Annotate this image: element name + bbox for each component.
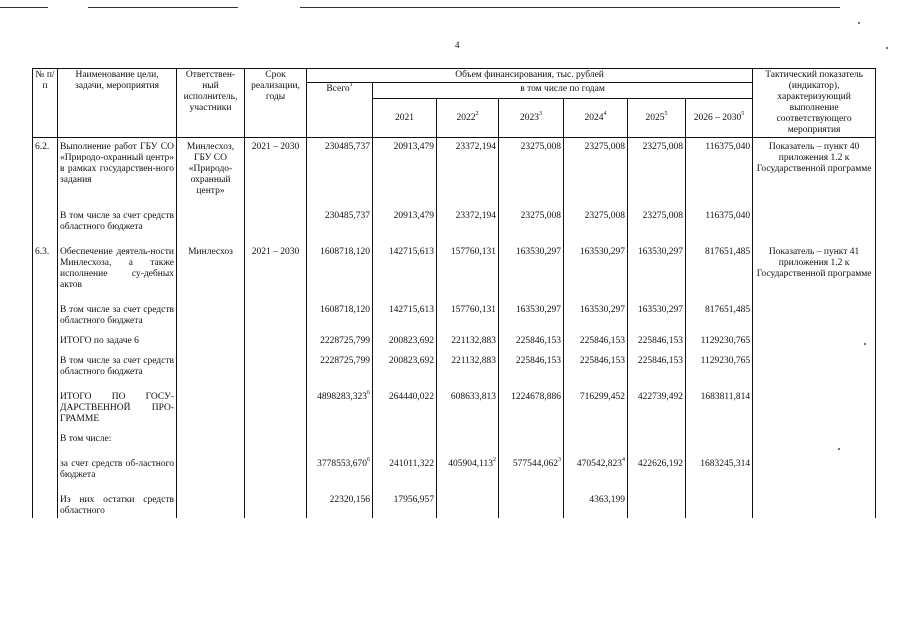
header-period: Срок реализации, годы [245, 69, 307, 138]
cell-name-text: В том числе за счет средств областного бюджета [60, 356, 174, 377]
top-rule-mid [88, 7, 238, 8]
cell-indicator-text: Показатель – пункт 40 приложения 1.2 к Государственной программе [756, 142, 872, 174]
cell-year-value [628, 348, 686, 379]
cell-year-value [437, 426, 499, 446]
cell-total [307, 379, 373, 426]
cell-year-value [686, 446, 753, 482]
cell-year-value [628, 328, 686, 348]
cell-year-value [499, 379, 564, 426]
table-row [33, 379, 876, 426]
cell-year-value-sup: 3 [558, 457, 561, 463]
header-year [686, 99, 753, 138]
header-year-label: 2023 [520, 112, 539, 123]
header-year-sup: 2 [475, 110, 479, 117]
cell-year-value-text: 20913,479 [393, 142, 434, 152]
cell-period [245, 348, 307, 379]
cell-total [307, 482, 373, 518]
cell-period [245, 234, 307, 292]
cell-year-value-text: 20913,479 [393, 211, 434, 221]
cell-indicator [753, 426, 876, 446]
cell-year-value [437, 292, 499, 328]
top-rule-left [0, 7, 48, 8]
cell-total-text: 230485,737 [324, 211, 370, 221]
cell-year-value-text: 221132,883 [451, 336, 496, 346]
cell-year-value-text: 241011,322 [389, 459, 434, 469]
header-year-label: 2026 – 2030 [693, 112, 742, 123]
table-row [33, 292, 876, 328]
cell-year-value [437, 328, 499, 348]
cell-year-value-text: 163530,297 [515, 305, 561, 315]
cell-year-value-text: 142715,613 [388, 247, 434, 257]
cell-year-value [564, 426, 628, 446]
cell-responsible [177, 426, 245, 446]
scan-speck [858, 22, 860, 24]
cell-responsible [177, 328, 245, 348]
cell-total [307, 292, 373, 328]
cell-num [33, 446, 58, 482]
cell-name [58, 234, 177, 292]
cell-year-value-text: 225846,153 [579, 336, 625, 346]
header-name: Наименование цели, задачи, мероприятия [58, 69, 177, 138]
cell-year-value [686, 292, 753, 328]
cell-indicator-text: Показатель – пункт 41 приложения 1.2 к Государственной программе [756, 247, 872, 279]
cell-name [58, 379, 177, 426]
cell-num [33, 328, 58, 348]
top-rule-right [300, 7, 840, 8]
cell-year-value [499, 234, 564, 292]
cell-year-value-text: 422626,192 [637, 459, 683, 469]
cell-period [245, 379, 307, 426]
cell-period [245, 328, 307, 348]
cell-year-value [499, 348, 564, 379]
cell-num [33, 348, 58, 379]
cell-num-text: 6.3. [35, 247, 50, 257]
cell-period [245, 138, 307, 199]
cell-year-value [499, 426, 564, 446]
cell-year-value [686, 379, 753, 426]
header-total [307, 83, 373, 138]
cell-year-value-text: 163530,297 [579, 247, 625, 257]
cell-year-value-text: 163530,297 [579, 305, 625, 315]
cell-responsible [177, 482, 245, 518]
cell-year-value-text: 116375,040 [705, 142, 751, 152]
table-row [33, 426, 876, 446]
cell-year-value-text: 4363,199 [589, 495, 625, 505]
cell-year-value-text: 225846,153 [579, 356, 625, 366]
cell-year-value-text: 225846,153 [637, 356, 683, 366]
cell-name-text: В том числе за счет средств областного бюджета [60, 305, 174, 326]
cell-num [33, 198, 58, 234]
cell-year-value-text: 470542,823 [576, 459, 622, 469]
cell-total-text: 2228725,799 [320, 356, 370, 366]
cell-year-value-text: 200823,692 [388, 336, 434, 346]
cell-year-value [499, 138, 564, 199]
header-year-sup: 3 [539, 110, 542, 117]
header-year [499, 99, 564, 138]
cell-year-value [373, 198, 437, 234]
cell-name [58, 198, 177, 234]
cell-period-text: 2021 – 2030 [251, 142, 300, 152]
cell-year-value [628, 292, 686, 328]
cell-year-value-text: 1129230,765 [700, 336, 751, 346]
cell-year-value [628, 482, 686, 518]
cell-year-value [628, 379, 686, 426]
cell-year-value-text: 23275,008 [520, 142, 561, 152]
table-row [33, 328, 876, 348]
cell-name-text: ИТОГО ПО ГОСУ-ДАРСТВЕННОЙ ПРО-ГРАММЕ [60, 392, 174, 424]
cell-responsible [177, 379, 245, 426]
cell-indicator [753, 482, 876, 518]
cell-year-value-text: 163530,297 [637, 247, 683, 257]
cell-year-value [499, 446, 564, 482]
cell-year-value [564, 138, 628, 199]
header-total-label: Всего [326, 84, 350, 94]
table-row [33, 198, 876, 234]
cell-year-value-text: 200823,692 [388, 356, 434, 366]
cell-year-value-text: 225846,153 [637, 336, 683, 346]
table-row [33, 348, 876, 379]
cell-total-text: 2228725,799 [320, 336, 370, 346]
funding-table [32, 68, 876, 518]
cell-year-value-text: 817651,485 [704, 305, 751, 315]
cell-year-value [437, 234, 499, 292]
cell-year-value [564, 292, 628, 328]
cell-year-value [686, 198, 753, 234]
cell-year-value-text: 1683245,314 [700, 459, 751, 469]
cell-num [33, 426, 58, 446]
cell-name [58, 328, 177, 348]
cell-total [307, 446, 373, 482]
cell-total [307, 198, 373, 234]
cell-name [58, 348, 177, 379]
cell-year-value-text: 422739,492 [637, 392, 683, 402]
cell-year-value [628, 426, 686, 446]
cell-year-value-text: 116375,040 [705, 211, 751, 221]
cell-num [33, 379, 58, 426]
cell-year-value [373, 138, 437, 199]
cell-indicator [753, 379, 876, 426]
cell-year-value-text: 163530,297 [637, 305, 683, 315]
cell-year-value-text: 1224678,886 [511, 392, 561, 402]
cell-year-value [437, 138, 499, 199]
cell-num-text: 6.2. [35, 142, 50, 152]
header-year [437, 99, 499, 138]
cell-responsible [177, 446, 245, 482]
cell-num [33, 234, 58, 292]
table-row [33, 482, 876, 518]
header-year-label: 2024 [584, 112, 604, 123]
cell-name-text: Выполнение работ ГБУ СО «Природо-охранный центр» в рамках государствен-ного задания [60, 142, 174, 185]
header-num: № п/п [33, 69, 58, 138]
cell-name [58, 446, 177, 482]
cell-year-value-text: 225846,153 [515, 336, 561, 346]
header-indicator: Тактический показатель (индикатор), характеризующий выполнение соответствующего мероприятия [753, 69, 876, 138]
cell-responsible-text: Минлесхоз [188, 247, 233, 257]
cell-year-value-text: 1129230,765 [700, 356, 751, 366]
header-year-sup: 4 [603, 110, 607, 117]
cell-year-value-text: 163530,297 [515, 247, 561, 257]
cell-year-value [373, 482, 437, 518]
cell-total-text: 22320,156 [329, 495, 370, 505]
cell-indicator [753, 198, 876, 234]
cell-year-value [628, 198, 686, 234]
cell-name-text: ИТОГО по задаче 6 [60, 336, 139, 346]
cell-year-value [373, 426, 437, 446]
cell-year-value [628, 446, 686, 482]
cell-year-value-sup: 2 [493, 457, 496, 463]
cell-indicator [753, 234, 876, 292]
cell-name-text: В том числе за счет средств областного бюджета [60, 211, 174, 232]
cell-responsible [177, 348, 245, 379]
cell-total [307, 348, 373, 379]
header-funding: Объем финансирования, тыс. рублей [307, 69, 753, 83]
header-year [564, 99, 628, 138]
cell-name [58, 138, 177, 199]
cell-year-value-text: 23275,008 [520, 211, 561, 221]
cell-year-value-text: 23275,008 [642, 142, 683, 152]
cell-year-value [564, 482, 628, 518]
cell-year-value [686, 426, 753, 446]
cell-year-value [373, 234, 437, 292]
cell-indicator [753, 292, 876, 328]
header-year-sup: 5 [741, 110, 745, 117]
cell-responsible [177, 138, 245, 199]
cell-year-value-text: 817651,485 [704, 247, 751, 257]
header-total-sup: 1 [349, 82, 353, 88]
cell-year-value-text: 142715,613 [388, 305, 434, 315]
cell-indicator [753, 138, 876, 199]
header-by-years: в том числе по годам [373, 83, 753, 99]
cell-year-value [437, 348, 499, 379]
cell-year-value-text: 23275,008 [642, 211, 683, 221]
cell-year-value [373, 379, 437, 426]
cell-year-value-text: 23372,194 [455, 142, 496, 152]
cell-year-value-text: 221132,883 [451, 356, 496, 366]
cell-year-value [373, 446, 437, 482]
cell-year-value-text: 23372,194 [455, 211, 496, 221]
cell-responsible [177, 292, 245, 328]
cell-total-sup: 6 [367, 390, 370, 396]
header-year-sup: 5 [664, 110, 668, 117]
cell-name-text: за счет средств об-ластного бюджета [60, 459, 174, 480]
cell-year-value [628, 138, 686, 199]
cell-responsible-text: Минлесхоз, ГБУ СО «Природо-охранный центр» [186, 142, 235, 196]
cell-name-text: Из них остатки средств областного [60, 495, 174, 516]
header-year [628, 99, 686, 138]
cell-year-value [373, 348, 437, 379]
cell-name [58, 426, 177, 446]
cell-year-value [499, 198, 564, 234]
cell-year-value-text: 264440,022 [388, 392, 434, 402]
cell-year-value [564, 234, 628, 292]
cell-name-text: В том числе: [60, 434, 112, 444]
cell-period [245, 198, 307, 234]
cell-name-text: Обеспечение деятель-ности Минлесхоза, а также исполнение су-дебных актов [60, 247, 174, 290]
cell-year-value-text: 157760,131 [450, 305, 496, 315]
scan-speck [886, 47, 888, 49]
cell-year-value [564, 348, 628, 379]
cell-year-value-text: 577544,062 [512, 459, 558, 469]
cell-total [307, 328, 373, 348]
cell-year-value [499, 292, 564, 328]
cell-year-value-text: 157760,131 [450, 247, 496, 257]
cell-year-value [564, 198, 628, 234]
cell-year-value [686, 138, 753, 199]
page-number: 4 [455, 40, 460, 50]
table-row [33, 446, 876, 482]
cell-year-value [686, 348, 753, 379]
header-year-label: 2021 [395, 112, 414, 123]
cell-total-text: 1608718,120 [320, 247, 370, 257]
cell-year-value-text: 23275,008 [584, 211, 625, 221]
header-year [373, 99, 437, 138]
cell-num [33, 292, 58, 328]
cell-num [33, 138, 58, 199]
cell-year-value-text: 405904,113 [448, 459, 493, 469]
cell-year-value-text: 716299,452 [579, 392, 625, 402]
cell-year-value-text: 23275,008 [584, 142, 625, 152]
cell-year-value [373, 328, 437, 348]
cell-indicator [753, 328, 876, 348]
cell-year-value [437, 482, 499, 518]
cell-name [58, 292, 177, 328]
header-year-label: 2025 [645, 112, 665, 123]
cell-total-text: 4898283,323 [317, 392, 367, 402]
cell-year-value [564, 446, 628, 482]
cell-responsible [177, 234, 245, 292]
cell-period [245, 446, 307, 482]
table-row [33, 234, 876, 292]
header-year-label: 2022 [456, 112, 476, 123]
table-row [33, 138, 876, 199]
cell-year-value [499, 482, 564, 518]
cell-year-value [686, 234, 753, 292]
cell-total-text: 3778553,670 [317, 459, 367, 469]
cell-year-value-sup: 4 [622, 457, 625, 463]
cell-total-text: 230485,737 [324, 142, 370, 152]
cell-period-text: 2021 – 2030 [251, 247, 300, 257]
cell-year-value [628, 234, 686, 292]
cell-responsible [177, 198, 245, 234]
cell-total [307, 426, 373, 446]
cell-period [245, 426, 307, 446]
cell-period [245, 482, 307, 518]
cell-year-value-text: 608633,813 [450, 392, 496, 402]
cell-indicator [753, 446, 876, 482]
cell-year-value [686, 482, 753, 518]
cell-year-value [686, 328, 753, 348]
cell-year-value [437, 446, 499, 482]
cell-year-value [499, 328, 564, 348]
cell-name [58, 482, 177, 518]
cell-year-value-text: 17956,957 [393, 495, 434, 505]
cell-year-value-text: 1683811,814 [700, 392, 751, 402]
cell-year-value-text: 225846,153 [515, 356, 561, 366]
cell-year-value [564, 379, 628, 426]
cell-total-sup: 6 [367, 457, 370, 463]
cell-total [307, 138, 373, 199]
cell-period [245, 292, 307, 328]
header-responsible: Ответствен-ный исполнитель, участники [177, 69, 245, 138]
cell-total-text: 1608718,120 [320, 305, 370, 315]
cell-total [307, 234, 373, 292]
cell-year-value [564, 328, 628, 348]
cell-num [33, 482, 58, 518]
cell-year-value [437, 379, 499, 426]
cell-year-value [373, 292, 437, 328]
cell-indicator [753, 348, 876, 379]
cell-year-value [437, 198, 499, 234]
